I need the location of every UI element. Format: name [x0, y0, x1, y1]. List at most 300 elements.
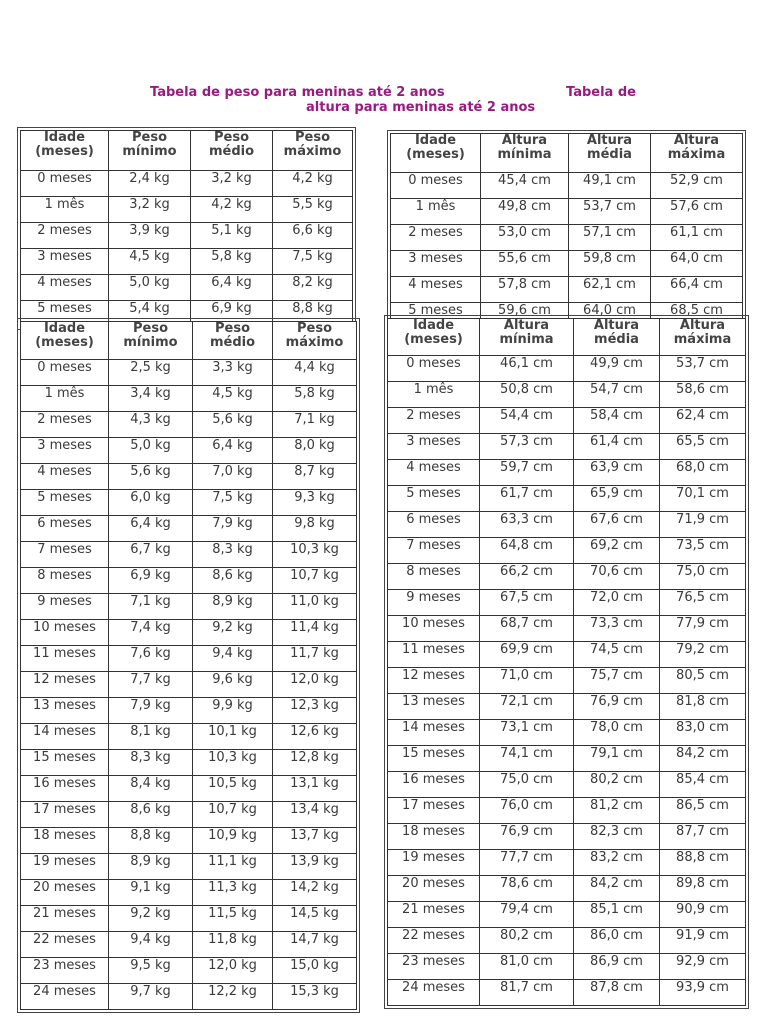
value-cell: 75,0 cm: [480, 772, 574, 798]
age-cell: 16 meses: [21, 776, 109, 802]
value-cell: 6,9 kg: [109, 568, 193, 594]
value-cell: 5,1 kg: [191, 223, 273, 249]
value-cell: 13,4 kg: [273, 802, 357, 828]
age-cell: 0 meses: [388, 356, 480, 382]
age-cell: 2 meses: [21, 412, 109, 438]
table-row: [391, 173, 743, 199]
value-cell: 76,0 cm: [480, 798, 574, 824]
value-cell: 68,7 cm: [480, 616, 574, 642]
column-header: Altura média: [569, 134, 651, 173]
height-table-title-line1: Tabela de: [566, 85, 636, 100]
value-cell: 59,7 cm: [480, 460, 574, 486]
age-cell: 11 meses: [21, 646, 109, 672]
value-cell: 11,1 kg: [193, 854, 273, 880]
value-cell: 9,1 kg: [109, 880, 193, 906]
value-cell: 92,9 cm: [660, 954, 746, 980]
weight-table-main: [20, 321, 357, 1010]
value-cell: 52,9 cm: [651, 173, 743, 199]
age-cell: 13 meses: [388, 694, 480, 720]
header-row: [21, 322, 357, 360]
table-row: [388, 538, 746, 564]
table-row: [388, 694, 746, 720]
table-row: [388, 486, 746, 512]
age-cell: 15 meses: [21, 750, 109, 776]
age-cell: 23 meses: [388, 954, 480, 980]
table-row: [391, 251, 743, 277]
value-cell: 81,0 cm: [480, 954, 574, 980]
value-cell: 77,9 cm: [660, 616, 746, 642]
value-cell: 71,9 cm: [660, 512, 746, 538]
weight-table-top: [20, 130, 353, 327]
value-cell: 93,9 cm: [660, 980, 746, 1006]
value-cell: 7,0 kg: [193, 464, 273, 490]
table-row: [21, 594, 357, 620]
value-cell: 10,7 kg: [273, 568, 357, 594]
value-cell: 9,7 kg: [109, 984, 193, 1010]
table-row: [388, 746, 746, 772]
value-cell: 69,2 cm: [574, 538, 660, 564]
value-cell: 10,3 kg: [273, 542, 357, 568]
value-cell: 8,9 kg: [109, 854, 193, 880]
value-cell: 9,2 kg: [193, 620, 273, 646]
value-cell: 5,6 kg: [193, 412, 273, 438]
value-cell: 13,7 kg: [273, 828, 357, 854]
value-cell: 15,3 kg: [273, 984, 357, 1010]
column-header: Peso máximo: [273, 322, 357, 360]
height-table-top: [390, 133, 743, 329]
value-cell: 64,0 cm: [569, 303, 651, 329]
value-cell: 11,3 kg: [193, 880, 273, 906]
value-cell: 75,0 cm: [660, 564, 746, 590]
value-cell: 55,6 cm: [481, 251, 569, 277]
table-row: [388, 824, 746, 850]
age-cell: 0 meses: [21, 171, 109, 197]
table-row: [21, 249, 353, 275]
table-row: [388, 590, 746, 616]
value-cell: 87,8 cm: [574, 980, 660, 1006]
value-cell: 62,4 cm: [660, 408, 746, 434]
table-row: [21, 672, 357, 698]
value-cell: 7,1 kg: [109, 594, 193, 620]
age-cell: 5 meses: [21, 490, 109, 516]
value-cell: 9,5 kg: [109, 958, 193, 984]
header-row: [391, 134, 743, 173]
value-cell: 6,4 kg: [191, 275, 273, 301]
column-header: Altura mínima: [481, 134, 569, 173]
age-cell: 2 meses: [388, 408, 480, 434]
value-cell: 13,9 kg: [273, 854, 357, 880]
value-cell: 73,1 cm: [480, 720, 574, 746]
value-cell: 7,5 kg: [273, 249, 353, 275]
value-cell: 5,8 kg: [273, 386, 357, 412]
age-cell: 24 meses: [21, 984, 109, 1010]
value-cell: 70,6 cm: [574, 564, 660, 590]
value-cell: 85,4 cm: [660, 772, 746, 798]
value-cell: 7,1 kg: [273, 412, 357, 438]
value-cell: 83,2 cm: [574, 850, 660, 876]
value-cell: 13,1 kg: [273, 776, 357, 802]
age-cell: 10 meses: [388, 616, 480, 642]
column-header: Peso mínimo: [109, 131, 191, 171]
table-row: [21, 984, 357, 1010]
value-cell: 58,4 cm: [574, 408, 660, 434]
age-cell: 6 meses: [21, 516, 109, 542]
value-cell: 53,7 cm: [569, 199, 651, 225]
table-row: [388, 850, 746, 876]
value-cell: 53,0 cm: [481, 225, 569, 251]
value-cell: 6,7 kg: [109, 542, 193, 568]
table-row: [21, 360, 357, 386]
value-cell: 63,9 cm: [574, 460, 660, 486]
header-row: [388, 319, 746, 356]
value-cell: 14,7 kg: [273, 932, 357, 958]
value-cell: 54,4 cm: [480, 408, 574, 434]
age-cell: 1 mês: [388, 382, 480, 408]
value-cell: 74,1 cm: [480, 746, 574, 772]
table-row: [21, 223, 353, 249]
age-cell: 4 meses: [21, 464, 109, 490]
value-cell: 78,6 cm: [480, 876, 574, 902]
value-cell: 9,4 kg: [193, 646, 273, 672]
age-cell: 22 meses: [21, 932, 109, 958]
age-cell: 7 meses: [388, 538, 480, 564]
value-cell: 73,5 cm: [660, 538, 746, 564]
table-row: [21, 438, 357, 464]
value-cell: 64,0 cm: [651, 251, 743, 277]
value-cell: 49,1 cm: [569, 173, 651, 199]
value-cell: 70,1 cm: [660, 486, 746, 512]
value-cell: 58,6 cm: [660, 382, 746, 408]
value-cell: 5,5 kg: [273, 197, 353, 223]
table-row: [388, 460, 746, 486]
value-cell: 8,1 kg: [109, 724, 193, 750]
age-cell: 13 meses: [21, 698, 109, 724]
table-row: [21, 646, 357, 672]
value-cell: 12,0 kg: [193, 958, 273, 984]
table-row: [21, 932, 357, 958]
value-cell: 6,0 kg: [109, 490, 193, 516]
table-row: [21, 906, 357, 932]
value-cell: 67,5 cm: [480, 590, 574, 616]
value-cell: 61,7 cm: [480, 486, 574, 512]
value-cell: 79,4 cm: [480, 902, 574, 928]
table-row: [21, 490, 357, 516]
column-header: Idade (meses): [391, 134, 481, 173]
value-cell: 57,6 cm: [651, 199, 743, 225]
value-cell: 8,0 kg: [273, 438, 357, 464]
value-cell: 6,9 kg: [191, 301, 273, 327]
value-cell: 89,8 cm: [660, 876, 746, 902]
value-cell: 76,9 cm: [574, 694, 660, 720]
value-cell: 67,6 cm: [574, 512, 660, 538]
age-cell: 18 meses: [388, 824, 480, 850]
value-cell: 88,8 cm: [660, 850, 746, 876]
value-cell: 8,4 kg: [109, 776, 193, 802]
height-table-main: [387, 318, 746, 1006]
age-cell: 20 meses: [21, 880, 109, 906]
age-cell: 5 meses: [21, 301, 109, 327]
age-cell: 19 meses: [388, 850, 480, 876]
value-cell: 8,8 kg: [273, 301, 353, 327]
value-cell: 49,8 cm: [481, 199, 569, 225]
table-row: [21, 724, 357, 750]
value-cell: 78,0 cm: [574, 720, 660, 746]
age-cell: 14 meses: [388, 720, 480, 746]
age-cell: 2 meses: [391, 225, 481, 251]
value-cell: 86,9 cm: [574, 954, 660, 980]
value-cell: 9,9 kg: [193, 698, 273, 724]
value-cell: 50,8 cm: [480, 382, 574, 408]
value-cell: 11,5 kg: [193, 906, 273, 932]
table-row: [388, 876, 746, 902]
value-cell: 3,2 kg: [109, 197, 191, 223]
table-row: [21, 171, 353, 197]
column-header: Idade (meses): [388, 319, 480, 356]
age-cell: 3 meses: [388, 434, 480, 460]
table-row: [388, 616, 746, 642]
value-cell: 81,7 cm: [480, 980, 574, 1006]
value-cell: 86,0 cm: [574, 928, 660, 954]
age-cell: 11 meses: [388, 642, 480, 668]
table-row: [388, 798, 746, 824]
value-cell: 3,4 kg: [109, 386, 193, 412]
value-cell: 8,3 kg: [109, 750, 193, 776]
value-cell: 5,0 kg: [109, 438, 193, 464]
age-cell: 17 meses: [21, 802, 109, 828]
value-cell: 11,8 kg: [193, 932, 273, 958]
value-cell: 3,3 kg: [193, 360, 273, 386]
header-row: [21, 131, 353, 171]
table-row: [388, 928, 746, 954]
age-cell: 5 meses: [388, 486, 480, 512]
table-row: [21, 412, 357, 438]
age-cell: 3 meses: [391, 251, 481, 277]
value-cell: 4,2 kg: [191, 197, 273, 223]
table-row: [21, 275, 353, 301]
value-cell: 15,0 kg: [273, 958, 357, 984]
value-cell: 72,0 cm: [574, 590, 660, 616]
table-row: [21, 776, 357, 802]
table-row: [391, 225, 743, 251]
value-cell: 11,0 kg: [273, 594, 357, 620]
value-cell: 11,7 kg: [273, 646, 357, 672]
value-cell: 10,7 kg: [193, 802, 273, 828]
value-cell: 10,9 kg: [193, 828, 273, 854]
value-cell: 4,5 kg: [193, 386, 273, 412]
column-header: Idade (meses): [21, 322, 109, 360]
table-row: [21, 958, 357, 984]
value-cell: 7,7 kg: [109, 672, 193, 698]
value-cell: 6,4 kg: [109, 516, 193, 542]
table-row: [391, 199, 743, 225]
value-cell: 8,8 kg: [109, 828, 193, 854]
value-cell: 12,3 kg: [273, 698, 357, 724]
value-cell: 65,5 cm: [660, 434, 746, 460]
value-cell: 7,9 kg: [193, 516, 273, 542]
value-cell: 7,9 kg: [109, 698, 193, 724]
age-cell: 3 meses: [21, 438, 109, 464]
age-cell: 15 meses: [388, 746, 480, 772]
age-cell: 4 meses: [388, 460, 480, 486]
value-cell: 8,9 kg: [193, 594, 273, 620]
value-cell: 86,5 cm: [660, 798, 746, 824]
value-cell: 81,8 cm: [660, 694, 746, 720]
value-cell: 65,9 cm: [574, 486, 660, 512]
height-table-title-line2: altura para meninas até 2 anos: [306, 100, 536, 115]
value-cell: 90,9 cm: [660, 902, 746, 928]
age-cell: 1 mês: [391, 199, 481, 225]
value-cell: 72,1 cm: [480, 694, 574, 720]
table-row: [21, 516, 357, 542]
age-cell: 4 meses: [391, 277, 481, 303]
value-cell: 76,5 cm: [660, 590, 746, 616]
column-header: Idade (meses): [21, 131, 109, 171]
age-cell: 22 meses: [388, 928, 480, 954]
value-cell: 4,5 kg: [109, 249, 191, 275]
table-row: [388, 720, 746, 746]
value-cell: 5,4 kg: [109, 301, 191, 327]
value-cell: 9,2 kg: [109, 906, 193, 932]
age-cell: 9 meses: [388, 590, 480, 616]
age-cell: 3 meses: [21, 249, 109, 275]
value-cell: 3,9 kg: [109, 223, 191, 249]
value-cell: 11,4 kg: [273, 620, 357, 646]
value-cell: 10,5 kg: [193, 776, 273, 802]
value-cell: 75,7 cm: [574, 668, 660, 694]
table-row: [21, 802, 357, 828]
table-row: [388, 772, 746, 798]
value-cell: 81,2 cm: [574, 798, 660, 824]
age-cell: 0 meses: [21, 360, 109, 386]
value-cell: 87,7 cm: [660, 824, 746, 850]
value-cell: 9,4 kg: [109, 932, 193, 958]
table-row: [21, 464, 357, 490]
value-cell: 57,8 cm: [481, 277, 569, 303]
age-cell: 1 mês: [21, 197, 109, 223]
value-cell: 10,1 kg: [193, 724, 273, 750]
weight-table-title: Tabela de peso para meninas até 2 anos: [150, 85, 445, 100]
column-header: Altura máxima: [651, 134, 743, 173]
value-cell: 45,4 cm: [481, 173, 569, 199]
value-cell: 8,2 kg: [273, 275, 353, 301]
value-cell: 83,0 cm: [660, 720, 746, 746]
value-cell: 12,0 kg: [273, 672, 357, 698]
value-cell: 84,2 cm: [574, 876, 660, 902]
age-cell: 7 meses: [21, 542, 109, 568]
value-cell: 14,5 kg: [273, 906, 357, 932]
table-row: [21, 568, 357, 594]
value-cell: 61,1 cm: [651, 225, 743, 251]
table-row: [21, 698, 357, 724]
value-cell: 5,8 kg: [191, 249, 273, 275]
table-row: [21, 854, 357, 880]
value-cell: 49,9 cm: [574, 356, 660, 382]
age-cell: 18 meses: [21, 828, 109, 854]
value-cell: 57,3 cm: [480, 434, 574, 460]
value-cell: 69,9 cm: [480, 642, 574, 668]
value-cell: 74,5 cm: [574, 642, 660, 668]
table-row: [21, 880, 357, 906]
table-row: [388, 668, 746, 694]
age-cell: 16 meses: [388, 772, 480, 798]
age-cell: 9 meses: [21, 594, 109, 620]
table-row: [388, 408, 746, 434]
table-row: [388, 512, 746, 538]
value-cell: 80,2 cm: [574, 772, 660, 798]
age-cell: 6 meses: [388, 512, 480, 538]
age-cell: 12 meses: [388, 668, 480, 694]
age-cell: 14 meses: [21, 724, 109, 750]
value-cell: 8,6 kg: [109, 802, 193, 828]
value-cell: 62,1 cm: [569, 277, 651, 303]
value-cell: 57,1 cm: [569, 225, 651, 251]
table-row: [388, 980, 746, 1006]
value-cell: 68,5 cm: [651, 303, 743, 329]
table-row: [21, 197, 353, 223]
value-cell: 5,6 kg: [109, 464, 193, 490]
table-row: [21, 750, 357, 776]
value-cell: 80,2 cm: [480, 928, 574, 954]
value-cell: 80,5 cm: [660, 668, 746, 694]
age-cell: 8 meses: [21, 568, 109, 594]
age-cell: 0 meses: [391, 173, 481, 199]
age-cell: 12 meses: [21, 672, 109, 698]
value-cell: 9,8 kg: [273, 516, 357, 542]
age-cell: 23 meses: [21, 958, 109, 984]
value-cell: 9,6 kg: [193, 672, 273, 698]
table-row: [388, 954, 746, 980]
table-row: [388, 642, 746, 668]
value-cell: 4,3 kg: [109, 412, 193, 438]
table-row: [388, 382, 746, 408]
value-cell: 12,8 kg: [273, 750, 357, 776]
value-cell: 5,0 kg: [109, 275, 191, 301]
value-cell: 10,3 kg: [193, 750, 273, 776]
value-cell: 12,6 kg: [273, 724, 357, 750]
value-cell: 7,6 kg: [109, 646, 193, 672]
age-cell: 1 mês: [21, 386, 109, 412]
value-cell: 9,3 kg: [273, 490, 357, 516]
table-row: [21, 620, 357, 646]
value-cell: 7,4 kg: [109, 620, 193, 646]
age-cell: 4 meses: [21, 275, 109, 301]
value-cell: 66,2 cm: [480, 564, 574, 590]
value-cell: 64,8 cm: [480, 538, 574, 564]
table-row: [388, 902, 746, 928]
value-cell: 8,6 kg: [193, 568, 273, 594]
age-cell: 10 meses: [21, 620, 109, 646]
value-cell: 4,2 kg: [273, 171, 353, 197]
value-cell: 53,7 cm: [660, 356, 746, 382]
value-cell: 76,9 cm: [480, 824, 574, 850]
column-header: Altura média: [574, 319, 660, 356]
value-cell: 8,3 kg: [193, 542, 273, 568]
age-cell: 17 meses: [388, 798, 480, 824]
value-cell: 66,4 cm: [651, 277, 743, 303]
age-cell: 2 meses: [21, 223, 109, 249]
value-cell: 7,5 kg: [193, 490, 273, 516]
value-cell: 79,2 cm: [660, 642, 746, 668]
value-cell: 8,7 kg: [273, 464, 357, 490]
value-cell: 61,4 cm: [574, 434, 660, 460]
value-cell: 71,0 cm: [480, 668, 574, 694]
column-header: Altura mínima: [480, 319, 574, 356]
value-cell: 2,4 kg: [109, 171, 191, 197]
value-cell: 77,7 cm: [480, 850, 574, 876]
value-cell: 59,6 cm: [481, 303, 569, 329]
column-header: Peso médio: [191, 131, 273, 171]
table-row: [21, 542, 357, 568]
